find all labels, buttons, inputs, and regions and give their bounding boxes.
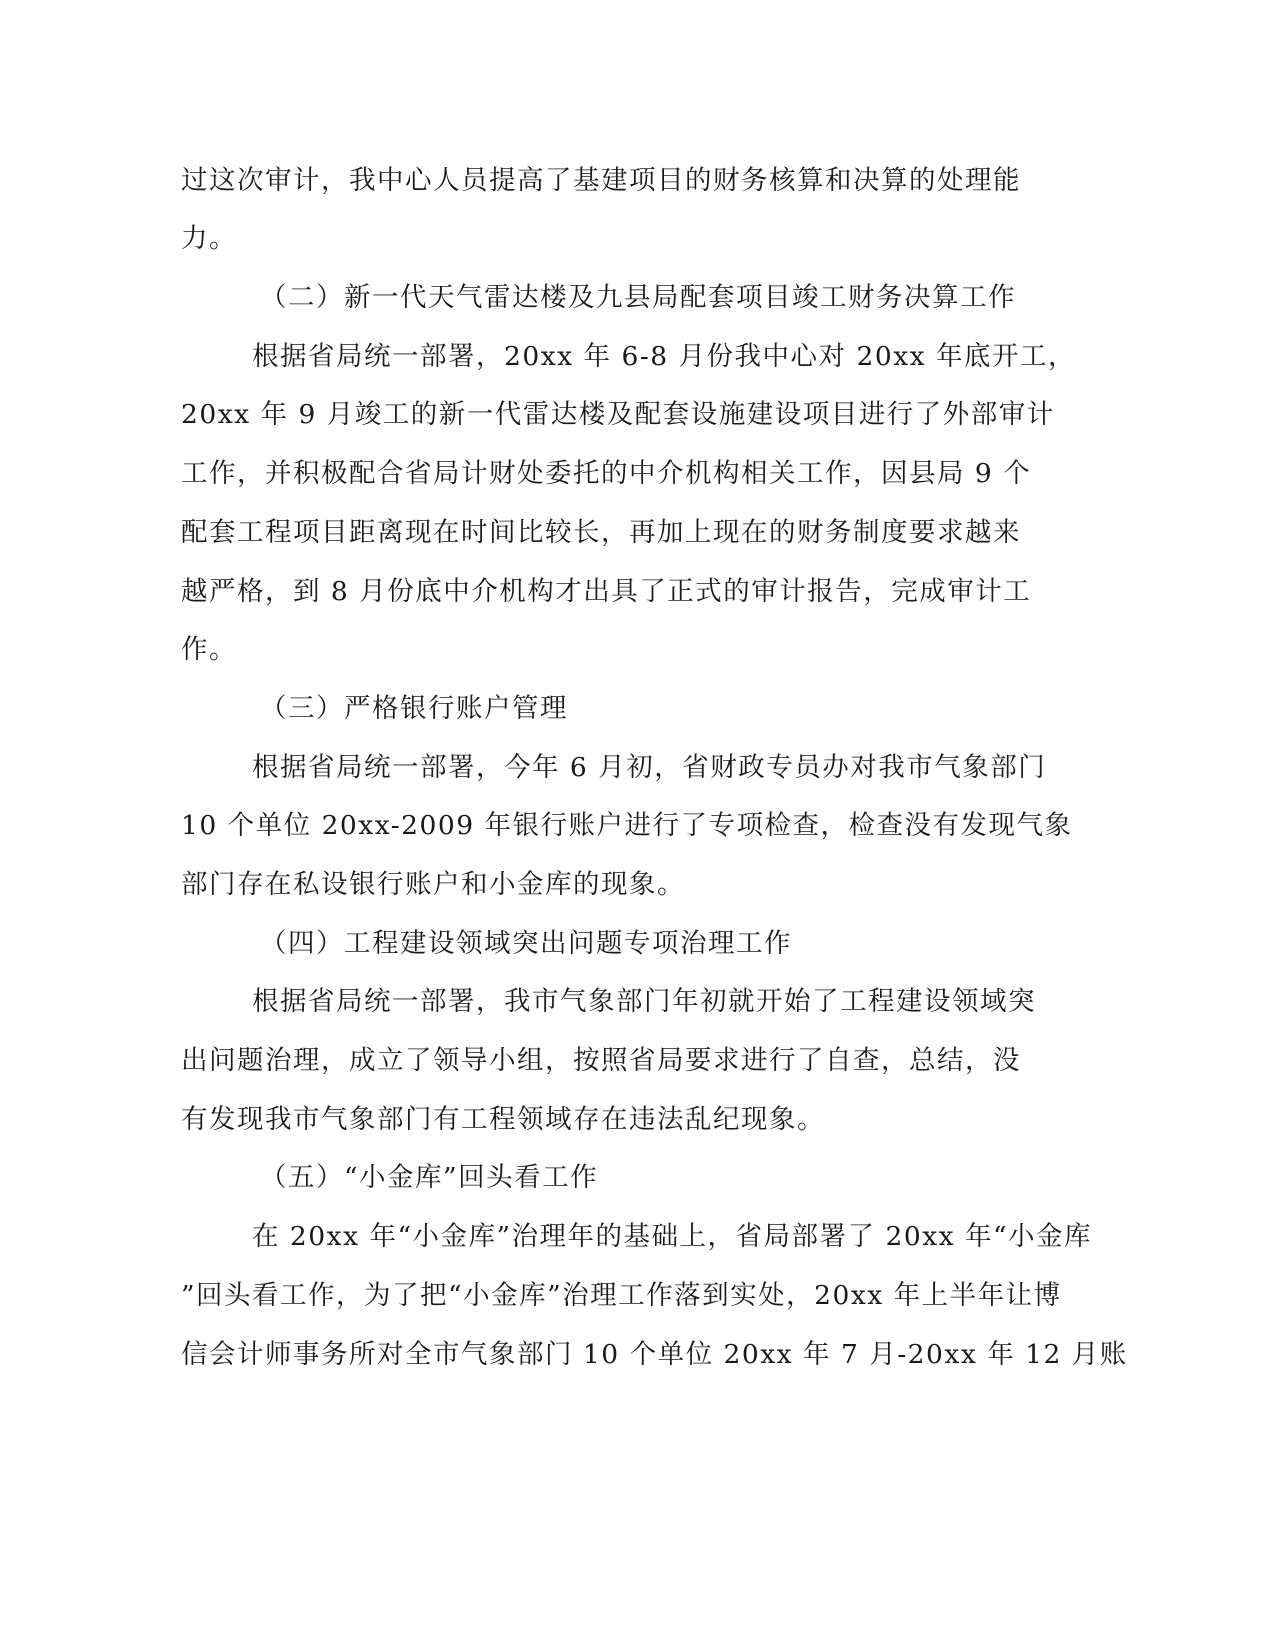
text-line: 过这次审计，我中心人员提高了基建项目的财务核算和决算的处理能 [181,165,1021,196]
text-line: 工作，并积极配合省局计财处委托的中介机构相关工作，因县局 9 个 [181,458,1032,489]
text-line: 出问题治理，成立了领导小组，按照省局要求进行了自查，总结，没 [181,1045,1021,1076]
text-line: 力。 [181,223,237,254]
text-line: 20xx 年 9 月竣工的新一代雷达楼及配套设施建设项目进行了外部审计 [181,399,1055,430]
section-heading-5: （五）“小金库”回头看工作 [260,1162,599,1193]
section-heading-4: （四）工程建设领域突出问题专项治理工作 [260,928,792,959]
text-line: 根据省局统一部署，今年 6 月初，省财政专员办对我市气象部门 [252,752,1047,783]
text-line: 有发现我市气象部门有工程领域存在违法乱纪现象。 [181,1104,825,1135]
text-line: 根据省局统一部署，我市气象部门年初就开始了工程建设领域突 [252,986,1036,1017]
text-line: 根据省局统一部署，20xx 年 6-8 月份我中心对 20xx 年底开工， [252,341,1077,372]
text-line: 部门存在私设银行账户和小金库的现象。 [181,869,685,900]
section-heading-2: （二）新一代天气雷达楼及九县局配套项目竣工财务决算工作 [260,282,1016,313]
text-line: 配套工程项目距离现在时间比较长，再加上现在的财务制度要求越来 [181,517,1021,548]
text-line: 在 20xx 年“小金库”治理年的基础上，省局部署了 20xx 年“小金库 [252,1221,1093,1252]
text-line: 10 个单位 20xx-2009 年银行账户进行了专项检查，检查没有发现气象 [181,810,1073,841]
section-heading-3: （三）严格银行账户管理 [260,693,568,724]
text-line: 越严格，到 8 月份底中介机构才出具了正式的审计报告，完成审计工 [181,576,1032,607]
text-line: 信会计师事务所对全市气象部门 10 个单位 20xx 年 7 月-20xx 年 12 月账 [181,1339,1128,1370]
text-line: ”回头看工作，为了把“小金库”治理工作落到实处，20xx 年上半年让博 [181,1280,1062,1311]
text-line: 作。 [181,634,237,665]
